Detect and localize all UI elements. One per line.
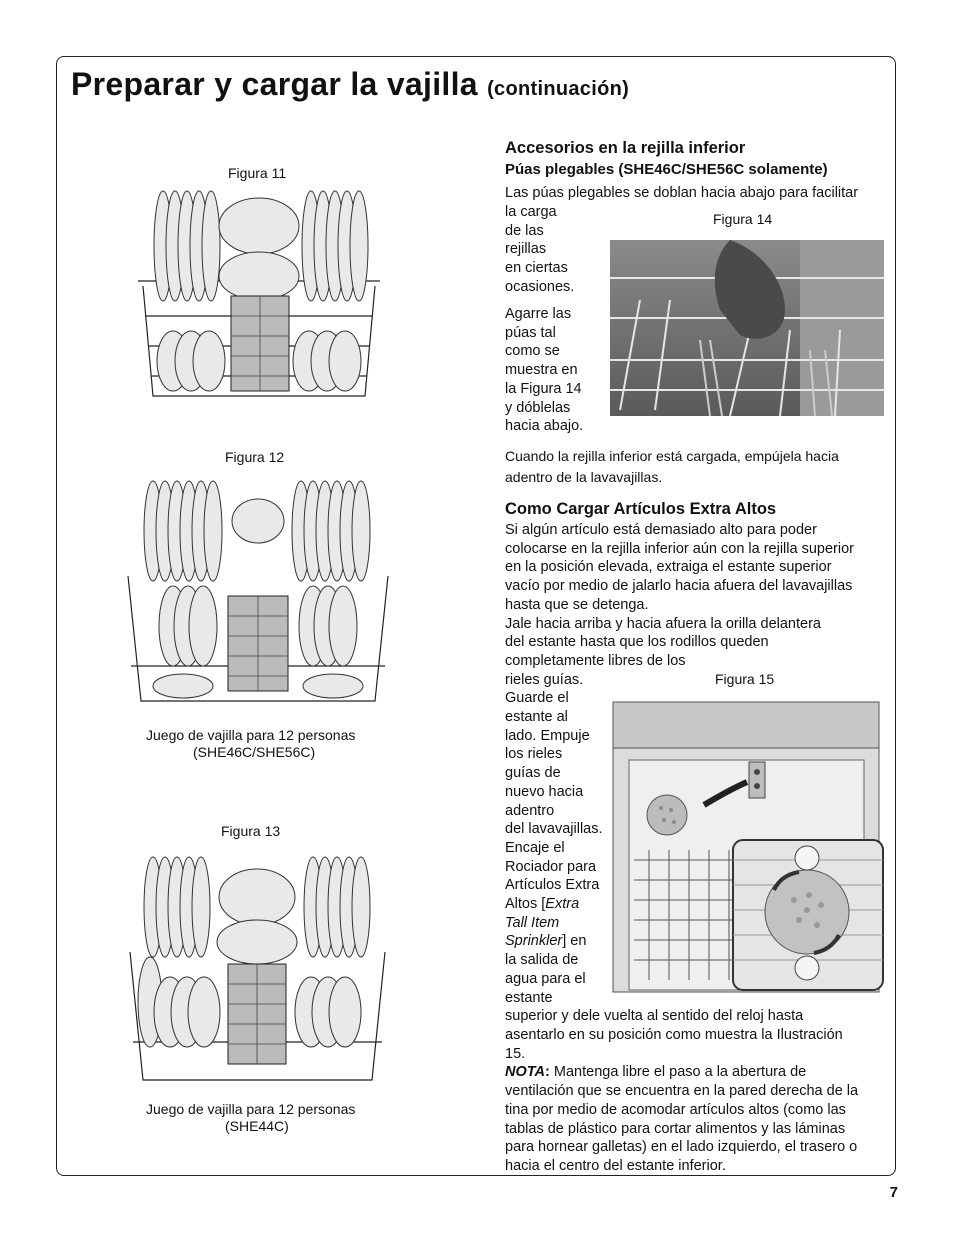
text-line: superior y dele vuelta al sentido del reloj hasta — [505, 1008, 804, 1025]
text-line: 15. — [505, 1045, 526, 1062]
page-number: 7 — [889, 1184, 898, 1201]
italic-term: Tall Item — [505, 914, 560, 931]
text-line: los rieles — [505, 746, 563, 763]
note-line: tablas de plástico para cortar alimentos y las láminas — [505, 1120, 846, 1137]
text-line: Jale hacia arriba y hacia afuera la orilla delantera — [505, 615, 821, 632]
text-line: en ciertas — [505, 260, 568, 277]
note-label: NOTA — [505, 1064, 546, 1081]
figure-15-dishwasher-illustration — [609, 700, 885, 996]
text-line: Guarde el — [505, 690, 569, 707]
title-main: Preparar y cargar la vajilla — [71, 66, 478, 102]
text-line: completamente libres de los — [505, 652, 686, 669]
text-line: lado. Empuje — [505, 727, 590, 744]
title-sub: (continuación) — [487, 78, 630, 100]
text-line: hasta que se detenga. — [505, 596, 649, 613]
text-line: muestra en — [505, 362, 578, 379]
text-line: la carga — [505, 204, 557, 220]
figure-12-caption-line1: Juego de vajilla para 12 personas — [146, 727, 356, 743]
figure-13-caption-line2: (SHE44C) — [225, 1118, 289, 1134]
text-line: asentarlo en su posición como muestra la Ilustración — [505, 1026, 843, 1043]
figure-11-rack-illustration — [133, 186, 385, 408]
italic-term: Sprinkler — [505, 933, 563, 950]
text-line: Si algún artículo está demasiado alto para poder — [505, 522, 817, 538]
note-first: Mantenga libre el paso a la abertura de — [549, 1064, 807, 1081]
text-line: adentro — [505, 802, 555, 819]
text-line: en la posición elevada, extraiga el estante superior — [505, 559, 832, 576]
text-line: y dóblelas — [505, 399, 571, 416]
text-line: de las — [505, 222, 544, 239]
text-line: del estante hasta que los rodillos queden — [505, 634, 769, 651]
accessories-paragraph-2 — [505, 305, 583, 436]
figure-13-caption-line1: Juego de vajilla para 12 personas — [146, 1101, 356, 1117]
loaded-rack-text — [505, 446, 839, 487]
text-line: estante al — [505, 709, 568, 726]
page-title — [71, 66, 629, 103]
note-line: tina por medio de acomodar artículos altos (como las — [505, 1101, 846, 1118]
text-line: la Figura 14 — [505, 380, 582, 397]
text-line: ocasiones. — [505, 278, 575, 295]
text-line: del lavavajillas. — [505, 821, 603, 838]
text-line: rejillas — [505, 241, 547, 258]
note-line — [505, 1063, 858, 1082]
accessories-intro-line: Las púas plegables se doblan hacia abajo para facilitar — [505, 185, 859, 201]
accessories-paragraph-1 — [505, 203, 574, 297]
figure-12-rack-illustration — [123, 476, 393, 706]
note-colon: : — [545, 1064, 550, 1081]
note-line: para hornear galletas) en el lado izquierdo, el trasero o — [505, 1139, 858, 1156]
altos-prefix: Altos [ — [505, 896, 546, 913]
figure-14-label: Figura 14 — [713, 211, 773, 227]
after-italic: ] en — [562, 933, 587, 950]
text-line: Artículos Extra — [505, 877, 600, 894]
text-line: Cuando la rejilla inferior está cargada, empújela hacia — [505, 448, 839, 464]
figure-11-label: Figura 11 — [228, 165, 287, 181]
text-line: Encaje el — [505, 839, 565, 856]
italic-term: Extra — [545, 896, 580, 913]
text-line: rieles guías. — [505, 671, 584, 688]
text-line: Agarre las — [505, 306, 572, 322]
figure-13-label: Figura 13 — [221, 823, 281, 839]
accessories-subheading: Púas plegables (SHE46C/SHE56C solamente) — [505, 161, 828, 178]
accessories-heading: Accesorios en la rejilla inferior — [505, 139, 746, 157]
figure-14-photo — [610, 240, 884, 416]
figure-13-rack-illustration — [125, 852, 390, 1084]
tall-items-heading: Como Cargar Artículos Extra Altos — [505, 500, 777, 518]
text-line: agua para el — [505, 970, 586, 987]
note-line: hacia el centro del estante inferior. — [505, 1157, 726, 1174]
text-line: estante — [505, 989, 553, 1006]
text-line: vacío por medio de jalarlo hacia afuera del lavavajillas — [505, 578, 853, 595]
text-line: colocarse en la rejilla inferior aún con la rejilla superior — [505, 540, 854, 557]
text-line: nuevo hacia — [505, 783, 584, 800]
figure-15-label: Figura 15 — [715, 671, 775, 687]
text-line: hacia abajo. — [505, 418, 584, 435]
note-line: ventilación que se encuentra en la pared derecha de la — [505, 1083, 859, 1100]
text-line: púas tal — [505, 324, 556, 341]
text-line: Rociador para — [505, 858, 597, 875]
figure-12-caption-line2: (SHE46C/SHE56C) — [193, 744, 316, 760]
text-line: la salida de — [505, 952, 579, 969]
figure-12-label: Figura 12 — [225, 449, 285, 465]
text-line: adentro de la lavavajillas. — [505, 469, 663, 485]
text-line: guías de — [505, 765, 561, 782]
text-line: como se — [505, 343, 560, 360]
